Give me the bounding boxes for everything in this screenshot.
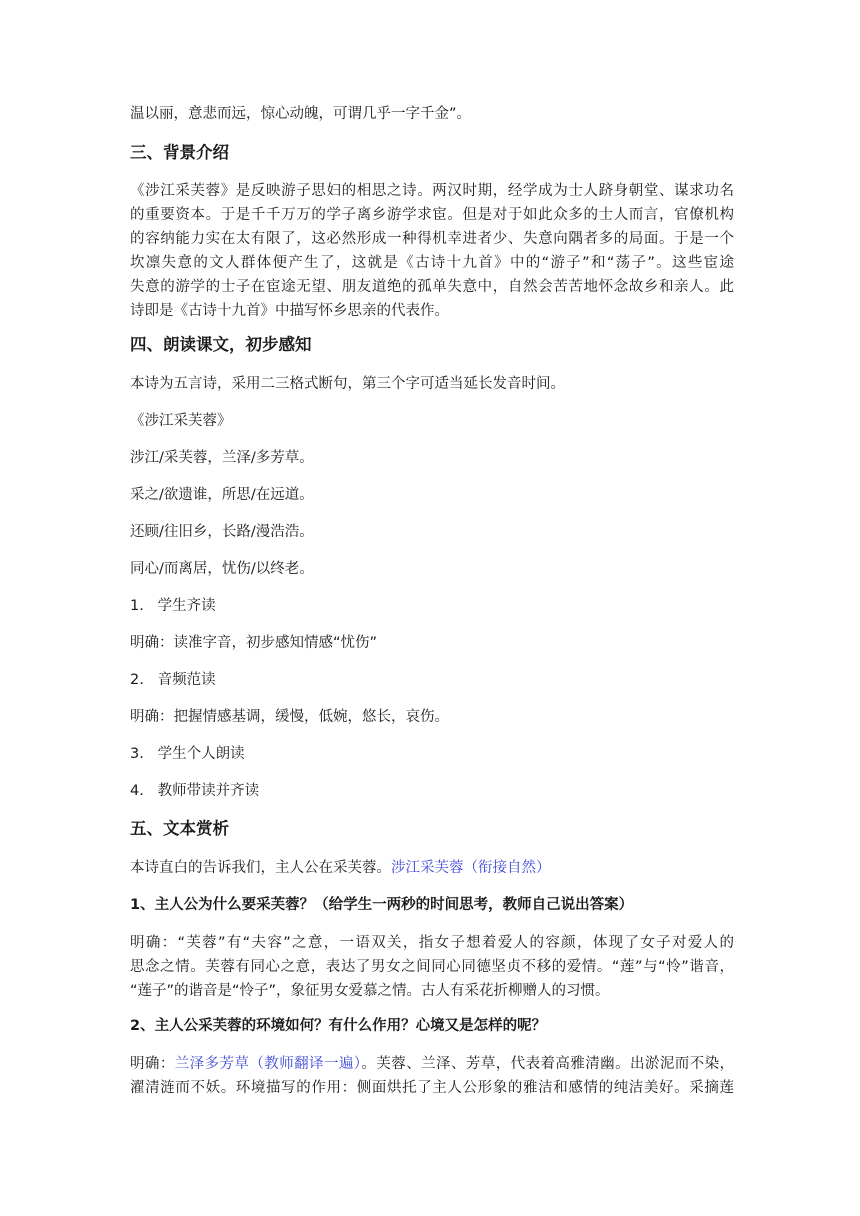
poem-title: 《涉江采芙蓉》 [130, 413, 232, 429]
paragraph-line: 诗即是《古诗十九首》中描写怀乡思亲的代表作。 [130, 303, 449, 319]
step-note: 明确：把握情感基调，缓慢，低婉，悠长，哀伤。 [130, 709, 449, 725]
paragraph-line: 坎凛失意的文人群体便产生了，这就是《古诗十九首》中的“游子”和“荡子”。这些宦途 [130, 255, 734, 271]
question-2: 2、主人公采芙蓉的环境如何？有什么作用？心境又是怎样的呢？ [130, 1018, 547, 1034]
answer-prefix: 明确： [130, 1056, 175, 1072]
paragraph-line: 的重要资本。于是千千万万的学子离乡游学求宦。但是对于如此众多的士人而言，官僚机构 [130, 207, 734, 223]
step-item [130, 670, 216, 694]
step-item [130, 596, 216, 620]
paragraph-line: 明确：“芙蓉”有“夫容”之意，一语双关，指女子想着爱人的容颜，体现了女子对爱人的 [130, 935, 734, 951]
question-1: 1、主人公为什么要采芙蓉？（给学生一两秒的时间思考，教师自己说出答案） [130, 897, 634, 913]
paragraph-line: 思念之情。芙蓉有同心之意，表达了男女之间同心同德坚贞不移的爱情。“莲”与“怜”谐音， [130, 959, 734, 975]
paragraph-line: 失意的游学的士子在宦途无望、朋友道绝的孤单失意中，自然会苦苦地怀念故乡和亲人。此 [130, 279, 734, 295]
poem-line: 采之/欲遗谁，所思/在远道。 [130, 487, 314, 503]
intro-text: 本诗直白的告诉我们，主人公在采芙蓉。 [130, 860, 391, 876]
paragraph-line: 《涉江采芙蓉》是反映游子思妇的相思之诗。两汉时期，经学成为士人跻身朝堂、谋求功名 [130, 183, 734, 199]
paragraph-line [130, 1054, 734, 1078]
step-number: 2. [130, 672, 144, 688]
poem-line: 涉江/采芙蓉，兰泽/多芳草。 [130, 450, 314, 466]
paragraph-line: 濯清涟而不妖。环境描写的作用：侧面烘托了主人公形象的雅洁和感情的纯洁美好。采摘莲 [130, 1080, 734, 1096]
poem-line: 同心/而离居，忧伤/以终老。 [130, 561, 314, 577]
poem-line: 还顾/往旧乡，长路/漫浩浩。 [130, 524, 314, 540]
step-text: 学生齐读 [157, 598, 216, 614]
step-text: 学生个人朗读 [157, 746, 245, 762]
section-4-intro: 本诗为五言诗，采用二三格式断句，第三个字可适当延长发音时间。 [130, 376, 565, 392]
section-5-intro [130, 858, 551, 882]
step-text: 音频范读 [157, 672, 216, 688]
paragraph-line: 的容纳能力实在太有限了，这必然形成一种得机幸进者少、失意向隅者多的局面。于是一个 [130, 231, 734, 247]
step-item [130, 744, 245, 768]
section-5-heading: 五、文本赏析 [130, 819, 229, 838]
answer-rest: 。芙蓉、兰泽、芳草，代表着高雅清幽。出淤泥而不染， [361, 1056, 735, 1072]
step-note: 明确：读准字音，初步感知情感“忧伤” [130, 635, 378, 651]
intro-line: 温以丽，意悲而远，惊心动魄，可谓几乎一字千金”。 [130, 106, 472, 122]
step-number: 3. [130, 746, 144, 762]
step-number: 1. [130, 598, 144, 614]
section-4-heading: 四、朗读课文，初步感知 [130, 335, 312, 354]
section-3-heading: 三、背景介绍 [130, 143, 229, 162]
step-number: 4. [130, 783, 144, 799]
intro-highlight: 涉江采芙蓉（衔接自然） [391, 860, 551, 876]
step-item [130, 781, 259, 805]
paragraph-line: “莲子”的谐音是“怜子”，象征男女爱慕之情。古人有采花折柳赠人的习惯。 [130, 983, 610, 999]
step-text: 教师带读并齐读 [157, 783, 260, 799]
answer-highlight: 兰泽多芳草（教师翻译一遍） [174, 1056, 362, 1072]
